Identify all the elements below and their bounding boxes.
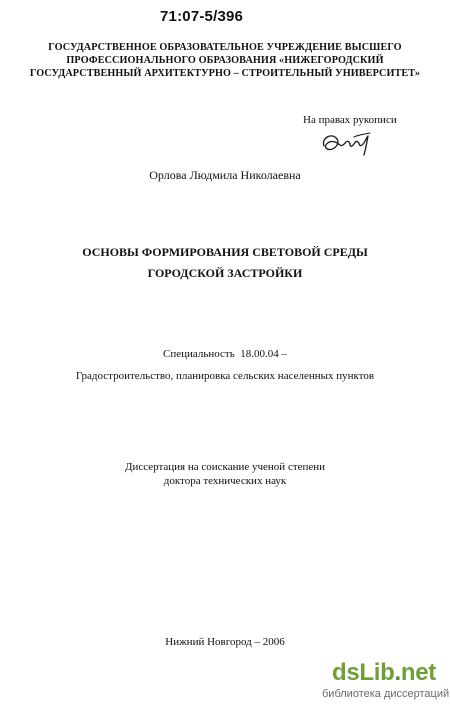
specialty-code: Специальность 18.00.04 – bbox=[163, 348, 287, 360]
handwritten-signature bbox=[318, 126, 378, 160]
degree-line-1: Диссертация на соискание ученой степени bbox=[124, 461, 326, 473]
institution-line-3: ГОСУДАРСТВЕННЫЙ АРХИТЕКТУРНО – СТРОИТЕЛЬНЫЙ УНИВЕРСИТЕТ» bbox=[29, 68, 421, 79]
institution-name bbox=[0, 41, 450, 80]
watermark-logo bbox=[322, 660, 446, 686]
institution-line-2: ПРОФЕССИОНАЛЬНОГО ОБРАЗОВАНИЯ «НИЖЕГОРОДСКИЙ bbox=[66, 55, 384, 66]
watermark-logo-main: dsLib bbox=[332, 659, 395, 686]
watermark-logo-dot: . bbox=[394, 659, 401, 686]
title-line-2: ГОРОДСКОЙ ЗАСТРОЙКИ bbox=[147, 266, 303, 280]
author-name: Орлова Людмила Николаевна bbox=[149, 168, 301, 182]
title-line-1: ОСНОВЫ ФОРМИРОВАНИЯ СВЕТОВОЙ СРЕДЫ bbox=[82, 245, 368, 259]
institution-line-1: ГОСУДАРСТВЕННОЕ ОБРАЗОВАТЕЛЬНОЕ УЧРЕЖДЕНИЕ ВЫСШЕГО bbox=[48, 42, 402, 53]
degree-line-2: доктора технических наук bbox=[163, 475, 287, 487]
degree-statement bbox=[0, 460, 450, 488]
city-year: Нижний Новгород – 2006 bbox=[165, 636, 285, 648]
archive-code: 71:07-5/396 bbox=[160, 8, 244, 25]
specialty-name: Градостроительство, планировка сельских населенных пунктов bbox=[75, 370, 375, 382]
specialty bbox=[0, 343, 450, 387]
manuscript-rights-note: На правах рукописи bbox=[303, 114, 397, 126]
dissertation-title bbox=[0, 242, 450, 284]
watermark-tagline: библиотека диссертаций bbox=[322, 688, 450, 700]
dslib-watermark bbox=[322, 659, 450, 701]
watermark-logo-tld: net bbox=[400, 659, 436, 686]
